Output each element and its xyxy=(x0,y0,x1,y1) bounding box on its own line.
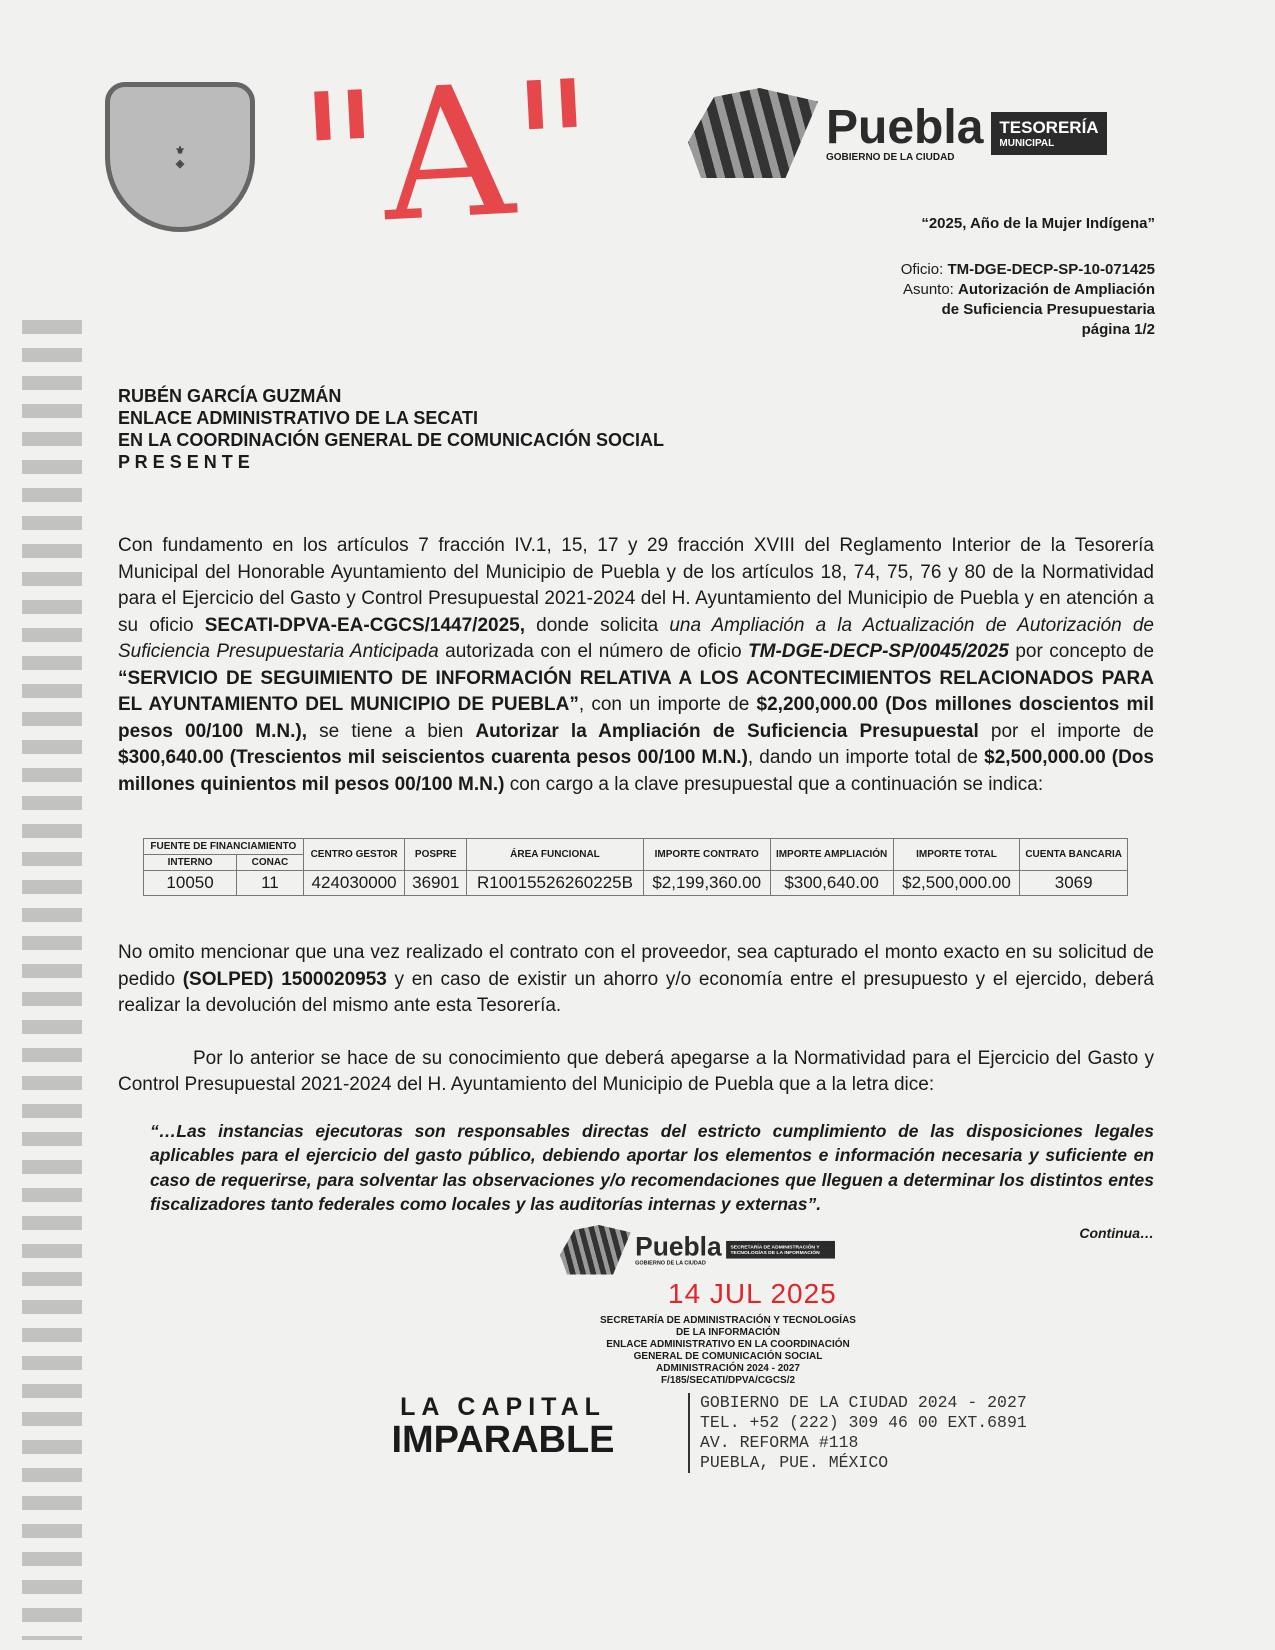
footer-address xyxy=(700,1393,1027,1473)
capital-line-2: IMPARABLE xyxy=(391,1418,615,1461)
header-cuenta: CUENTA BANCARIA xyxy=(1020,839,1128,871)
recipient-line: EN LA COORDINACIÓN GENERAL DE COMUNICACIÓN SOCIAL xyxy=(118,430,665,450)
logo-word: Puebla xyxy=(635,1231,722,1261)
header-area: ÁREA FUNCIONAL xyxy=(467,839,644,871)
paragraph-1: Con fundamento en los artículos 7 fracción IV.1, 15, 17 y 29 fracción XVIII del Reglamento Interior de la Tesorería Municipal del Honorable Ayuntamiento del Municipio de Puebla y de los artículos 18, 74, 75, 76 y 80 de la Normatividad para el Ejercicio del Gasto y Control Presupuestal 2021-2024 del H. Ayuntamiento del Municipio de Puebla y en atención a su oficio SECATI-DPVA-EA-CGCS/1447/2025, donde solicita una Ampliación a la Actualización de Autorización de Suficiencia Presupuestaria Anticipada autorizada con el número de oficio TM-DGE-DECP-SP/0045/2025 por concepto de “SERVICIO DE SEGUIMIENTO DE INFORMACIÓN RELATIVA A LOS ACONTECIMIENTOS RELACIONADOS PARA EL AYUNTAMIENTO DEL MUNICIPIO DE PUEBLA”, con un importe de $2,200,000.00 (Dos millones doscientos mil pesos 00/100 M.N.), se tiene a bien Autorizar la Ampliación de Suficiencia Presupuestal por el importe de $300,640.00 (Trescientos mil seiscientos cuarenta pesos 00/100 M.N.), dando un importe total de $2,500,000.00 (Dos millones quinientos mil pesos 00/100 M.N.) con cargo a la clave presupuestal que a continuación se indica: xyxy=(118,535,1155,795)
dept: TESORERÍA xyxy=(999,117,1099,137)
address-line: TEL. +52 (222) 309 46 00 EXT.6891 xyxy=(700,1412,1027,1432)
letter-body xyxy=(118,385,1154,1473)
asunto-1: Autorización de Ampliación xyxy=(958,281,1155,298)
continua: Continua… xyxy=(1079,1224,1154,1241)
stamp-box: SECRETARÍA DE ADMINISTRACIÓN Y TECNOLOGÍAS DE LA INFORMACIÓN xyxy=(726,1240,835,1258)
stamp-line: GENERAL DE COMUNICACIÓN SOCIAL xyxy=(633,1350,823,1362)
logo-word: Puebla xyxy=(826,100,984,154)
decorative-border xyxy=(22,320,82,1640)
reception-stamp xyxy=(558,1315,898,1387)
received-stamp-logo xyxy=(560,1225,835,1275)
stamp-date: 14 JUL 2025 xyxy=(668,1277,837,1309)
oficio-label: Oficio: xyxy=(900,261,944,278)
header-conac: CONAC xyxy=(237,855,304,871)
budget-table xyxy=(143,838,1128,896)
stamp-line: ENLACE ADMINISTRATIVO EN LA COORDINACIÓN xyxy=(606,1338,850,1350)
city-seal: ⚜ ◈ xyxy=(105,82,255,232)
paragraph-3: Por lo anterior se hace de su conocimiento que deberá apegarse a la Normatividad para el Ejercicio del Gasto y Control Presupuestal 2021-2024 del H. Ayuntamiento del Municipio de Puebla que a la letra dice: xyxy=(118,1047,1154,1095)
header-centro: CENTRO GESTOR xyxy=(303,839,405,871)
dept-sub: MUNICIPAL xyxy=(999,137,1055,149)
header-ampliacion: IMPORTE AMPLIACIÓN xyxy=(770,839,893,871)
paragraph-2: No omito mencionar que una vez realizado el contrato con el proveedor, sea capturado el monto exacto en su solicitud de pedido (SOLPED) 1500020953 y en caso de existir un ahorro y/o economía entre el presupuesto y el ejercido, deberá realizar la devolución del mismo ante esta Tesorería. xyxy=(118,942,1154,1016)
logo-sub: GOBIERNO DE LA CIUDAD xyxy=(635,1259,706,1266)
header-contrato: IMPORTE CONTRATO xyxy=(643,839,770,871)
logo-icon xyxy=(688,88,818,178)
footer-divider xyxy=(688,1393,690,1473)
stamp-line: ADMINISTRACIÓN 2024 - 2027 xyxy=(656,1362,800,1374)
recipient-line: ENLACE ADMINISTRATIVO DE LA SECATI xyxy=(118,408,478,428)
table-row: 10050 11 424030000 36901 R10015526260225B $2,199,360.00 $300,640.00 $2,500,000.00 3069 xyxy=(144,871,1128,896)
logo-icon xyxy=(560,1225,631,1275)
dept-box xyxy=(991,112,1106,155)
logo-sub: GOBIERNO DE LA CIUDAD xyxy=(826,151,955,163)
stamp-row xyxy=(118,1225,1154,1277)
oficio-block xyxy=(901,260,1155,340)
legal-quote: “…Las instancias ejecutoras son responsables directas del estricto cumplimiento de las disposiciones legales aplicables para el ejercicio del gasto público, debiendo aportar los elementos e información necesaria y suficiente en caso de requerirse, para solventar las observaciones y/o recomendaciones que lleguen a determinar los distintos entes fiscalizadores tanto federales como locales y las auditorías internas y externas”. xyxy=(150,1120,1154,1214)
stamp-line: SECRETARÍA DE ADMINISTRACIÓN Y TECNOLOGÍAS xyxy=(600,1314,856,1326)
page-number: página 1/2 xyxy=(1081,321,1155,338)
puebla-tesoreria-logo xyxy=(688,88,1107,178)
header-pospre: POSPRE xyxy=(405,839,467,871)
header-total: IMPORTE TOTAL xyxy=(893,839,1020,871)
capital-line-1: LA CAPITAL xyxy=(400,1392,606,1421)
motto xyxy=(921,214,1155,234)
la-capital-imparable-logo xyxy=(118,1393,678,1473)
stamp-line: F/185/SECATI/DPVA/CGCS/2 xyxy=(660,1374,796,1386)
oficio-number: TM-DGE-DECP-SP-10-071425 xyxy=(947,261,1155,278)
address-line: GOBIERNO DE LA CIUDAD 2024 - 2027 xyxy=(700,1392,1027,1412)
recipient xyxy=(118,385,1154,473)
handwritten-mark: "A" xyxy=(294,42,601,267)
asunto-2: de Suficiencia Presupuestaria xyxy=(941,301,1155,318)
footer xyxy=(118,1393,1154,1473)
stamp-line: DE LA INFORMACIÓN xyxy=(675,1326,781,1338)
header-fuente: FUENTE DE FINANCIAMIENTO xyxy=(144,839,304,855)
header-interno: INTERNO xyxy=(144,855,237,871)
recipient-name: RUBÉN GARCÍA GUZMÁN xyxy=(118,386,342,406)
address-line: AV. REFORMA #118 xyxy=(700,1432,859,1452)
recipient-line: P R E S E N T E xyxy=(118,452,250,472)
address-line: PUEBLA, PUE. MÉXICO xyxy=(700,1452,889,1472)
motto-text: “2025, Año de la Mujer Indígena” xyxy=(921,215,1155,232)
asunto-label: Asunto: xyxy=(902,281,954,298)
